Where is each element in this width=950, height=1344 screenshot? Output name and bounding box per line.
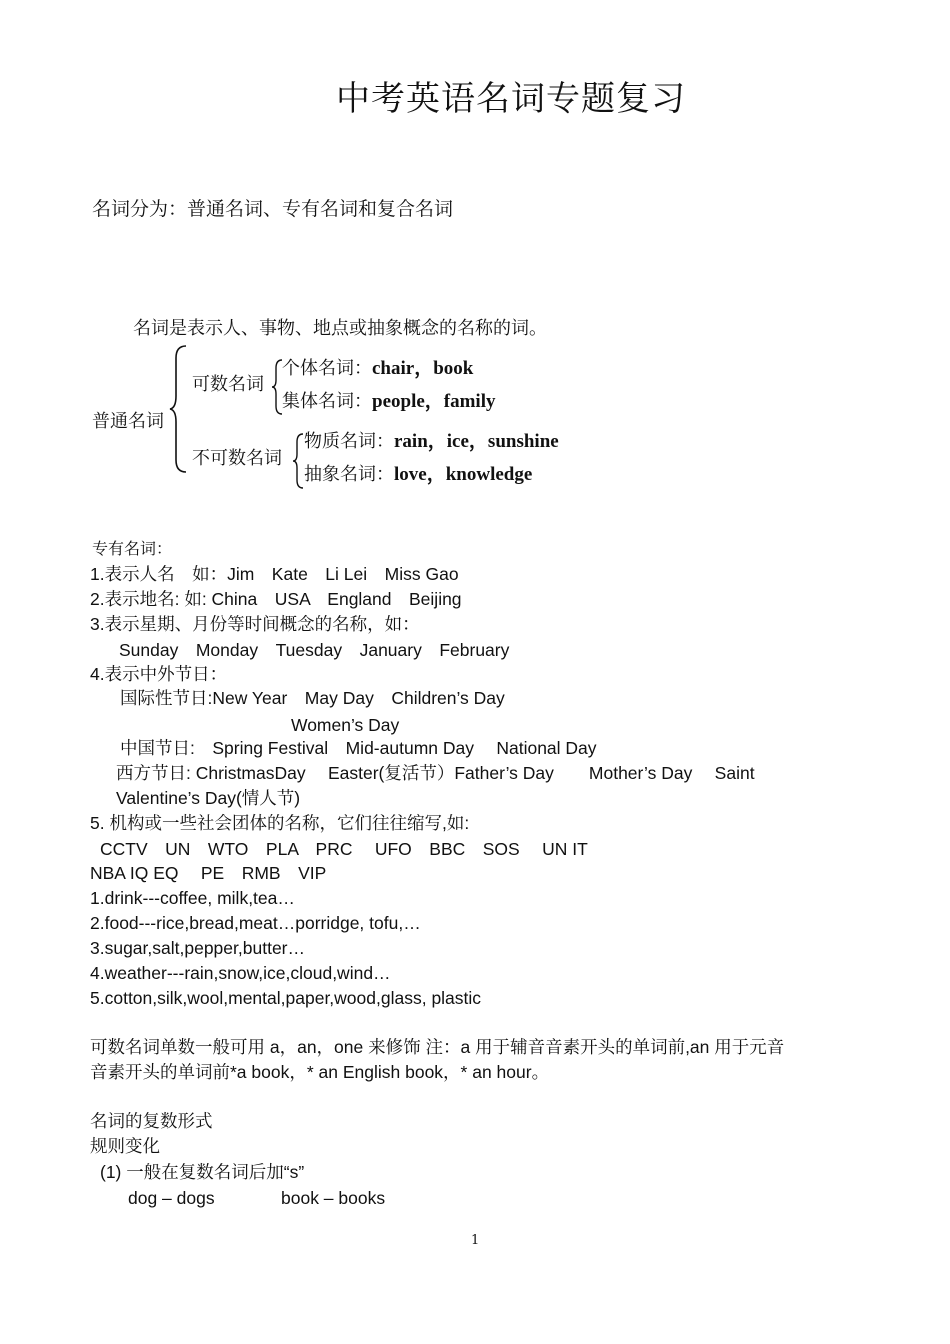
holiday-west-2: Valentine’s Day(情人节) xyxy=(116,788,301,808)
proper-line-3: 3.表示星期、月份等时间概念的名称，如： xyxy=(90,614,420,634)
plural-example-2: book – books xyxy=(281,1188,386,1208)
material-examples: rain，ice，sunshine xyxy=(394,431,559,452)
abstract-examples: love，knowledge xyxy=(394,464,533,485)
tree-abstract xyxy=(304,465,532,484)
abbr-line-2: NBA IQ EQ PE RMB VIP xyxy=(90,863,327,883)
proper-line-5: 5. 机构或一些社会团体的名称，它们往往缩写,如: xyxy=(90,813,470,833)
plural-rule-1: (1) 一般在复数名词后加“s” xyxy=(100,1162,305,1182)
individual-label: 个体名词： xyxy=(282,358,372,379)
abstract-label: 抽象名词： xyxy=(304,464,394,485)
proper-heading: 专有名词： xyxy=(92,539,173,558)
collective-examples: people，family xyxy=(372,391,496,412)
uncountable-item: 5.cotton,silk,wool,mental,paper,wood,glass, plastic xyxy=(90,988,482,1008)
tree-material xyxy=(304,432,559,451)
holiday-intl: 国际性节日:New Year May Day Children’s Day xyxy=(120,688,505,708)
uncountable-item: 2.food---rice,bread,meat…porridge, tofu,… xyxy=(90,913,421,933)
tree-countable: 可数名词 xyxy=(192,374,264,395)
individual-examples: chair，book xyxy=(372,358,474,379)
holiday-china: 中国节日: Spring Festival Mid-autumn Day National Day xyxy=(120,738,597,758)
tree-uncountable: 不可数名词 xyxy=(192,448,282,469)
big-brace-icon xyxy=(168,344,190,474)
page-title: 中考英语名词专题复习 xyxy=(336,79,686,119)
plural-regular: 规则变化 xyxy=(90,1136,160,1156)
article-note-1: 可数名词单数一般可用 a，an，one 来修饰 注：a 用于辅音音素开头的单词前,an 用于元音 xyxy=(90,1037,785,1057)
uncountable-item: 4.weather---rain,snow,ice,cloud,wind… xyxy=(90,963,391,983)
plural-heading: 名词的复数形式 xyxy=(90,1111,213,1131)
proper-line-4: 4.表示中外节日： xyxy=(90,664,228,684)
tree-collective xyxy=(282,392,496,411)
proper-line-1: 1.表示人名 如：Jim Kate Li Lei Miss Gao xyxy=(90,564,459,584)
proper-line-3b: Sunday Monday Tuesday January February xyxy=(119,640,510,660)
tree-individual xyxy=(282,359,473,378)
collective-label: 集体名词： xyxy=(282,391,372,412)
definition-text: 名词是表示人、事物、地点或抽象概念的名称的词。 xyxy=(133,318,547,339)
uncountable-item: 1.drink---coffee, milk,tea… xyxy=(90,888,295,908)
material-label: 物质名词： xyxy=(304,431,394,452)
uncountable-item: 3.sugar,salt,pepper,butter… xyxy=(90,938,305,958)
tree-root: 普通名词 xyxy=(92,411,164,432)
proper-line-2: 2.表示地名: 如: China USA England Beijing xyxy=(90,589,462,609)
article-note-2: 音素开头的单词前*a book，* an English book，* an hour。 xyxy=(90,1062,550,1082)
plural-example-1: dog – dogs xyxy=(128,1188,215,1208)
holiday-intl-2: Women’s Day xyxy=(291,715,400,735)
page-number: 1 xyxy=(471,1233,480,1248)
intro-text: 名词分为：普通名词、专有名词和复合名词 xyxy=(92,198,454,220)
small-brace-icon xyxy=(291,432,305,490)
abbr-line-1: CCTV UN WTO PLA PRC UFO BBC SOS UN IT xyxy=(100,839,588,859)
holiday-west: 西方节日: ChristmasDay Easter(复活节）Father’s Day Mother’s Day Saint xyxy=(116,763,755,783)
